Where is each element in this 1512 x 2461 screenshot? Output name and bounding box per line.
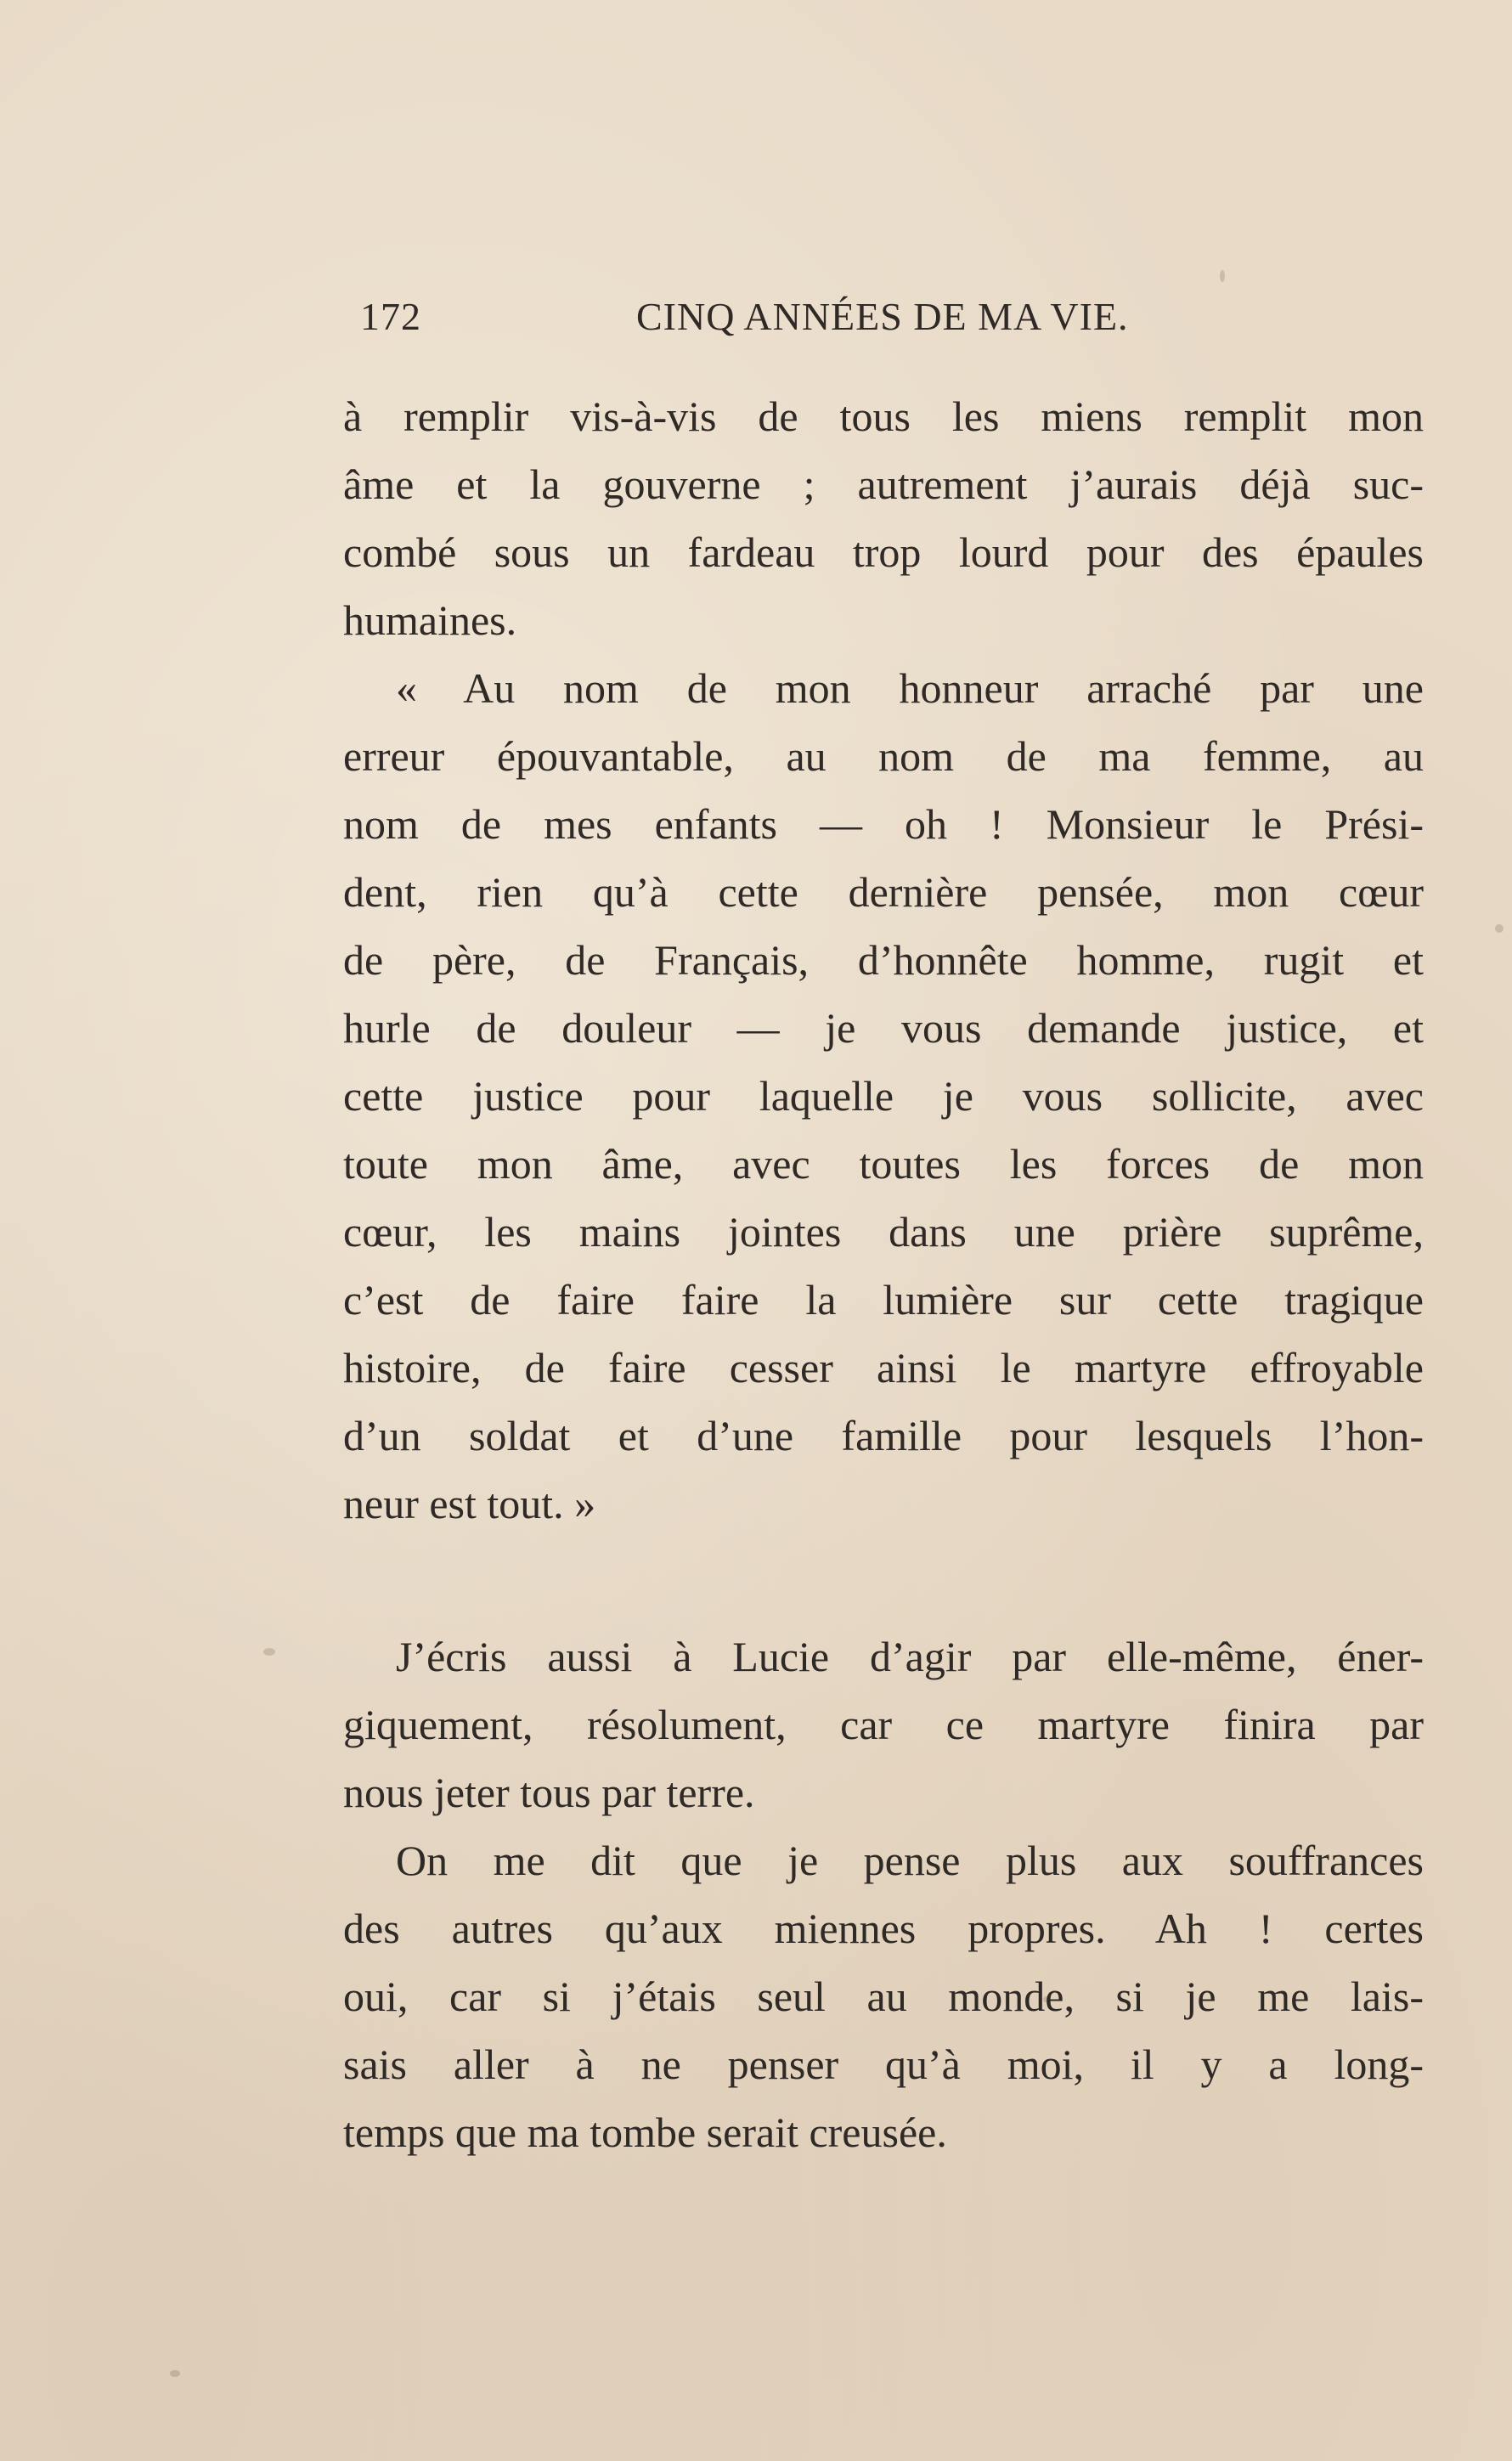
paper-speck (1220, 270, 1225, 282)
text-line: temps que ma tombe serait creusée. (343, 2108, 947, 2156)
text-line: âme et la gouverne ; autrement j’aurais déjà suc- (343, 460, 1424, 508)
running-header (343, 294, 1193, 345)
text-line: nous jeter tous par terre. (343, 1769, 755, 1816)
paper-speck (263, 1648, 275, 1656)
text-line: humaines. (343, 596, 517, 644)
text-line: « Au nom de mon honneur arraché par une (396, 664, 1424, 712)
text-line: giquement, résolument, car ce martyre finira par (343, 1701, 1424, 1748)
paper-speck (170, 2370, 180, 2377)
text-line: c’est de faire faire la lumière sur cette tragique (343, 1276, 1424, 1324)
text-line: nom de mes enfants — oh ! Monsieur le Prési- (343, 800, 1424, 848)
text-line: sais aller à ne penser qu’à moi, il y a long- (343, 2040, 1424, 2088)
running-title: CINQ ANNÉES DE MA VIE. (636, 295, 1129, 338)
page-number: 172 (360, 295, 421, 338)
text-line: des autres qu’aux miennes propres. Ah ! certes (343, 1905, 1424, 1952)
text-line: histoire, de faire cesser ainsi le martyre effroyable (343, 1344, 1424, 1391)
text-line: oui, car si j’étais seul au monde, si je me lais- (343, 1973, 1424, 2020)
text-line: toute mon âme, avec toutes les forces de mon (343, 1140, 1424, 1188)
text-line: On me dit que je pense plus aux souffrances (396, 1837, 1424, 1884)
text-line: J’écris aussi à Lucie d’agir par elle-même, éner- (396, 1633, 1424, 1680)
text-line: à remplir vis-à-vis de tous les miens remplit mon (343, 392, 1424, 440)
text-line: de père, de Français, d’honnête homme, rugit et (343, 936, 1424, 984)
text-line: cœur, les mains jointes dans une prière suprême, (343, 1208, 1424, 1256)
text-line: neur est tout. » (343, 1480, 596, 1527)
paper-speck (1495, 924, 1504, 933)
text-line: combé sous un fardeau trop lourd pour des épaules (343, 528, 1424, 576)
text-line: cette justice pour laquelle je vous sollicite, avec (343, 1072, 1424, 1120)
text-line: erreur épouvantable, au nom de ma femme, au (343, 732, 1424, 780)
text-line: d’un soldat et d’une famille pour lesquels l’hon- (343, 1412, 1424, 1459)
text-line: dent, rien qu’à cette dernière pensée, mon cœur (343, 868, 1424, 916)
text-line: hurle de douleur — je vous demande justice, et (343, 1004, 1424, 1052)
